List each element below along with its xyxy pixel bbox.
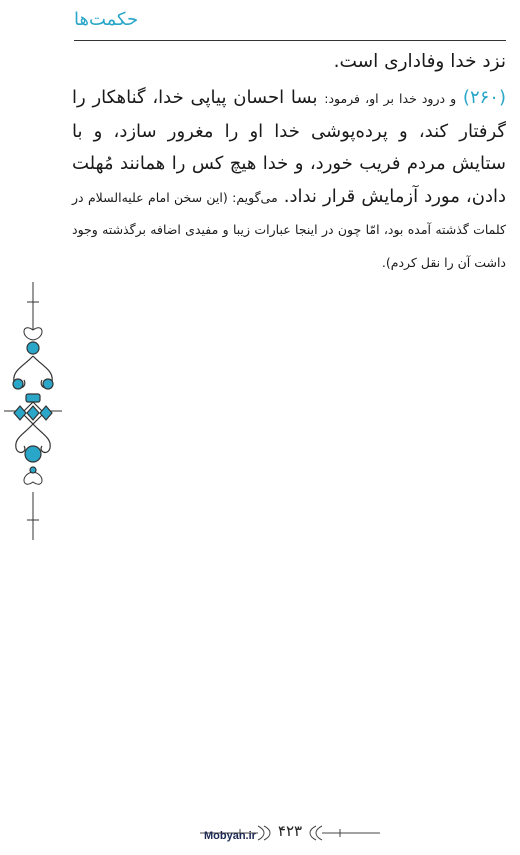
- saying-paragraph: [72, 82, 506, 278]
- ornament-divider-icon: [2, 282, 64, 540]
- saying-intro: و درود خدا بر او، فرمود:: [324, 91, 457, 106]
- site-watermark: Mobyan.ir: [204, 830, 256, 842]
- continued-line: نزد خدا وفاداری است.: [333, 51, 506, 72]
- saying-number: (۲۶۰): [462, 87, 506, 108]
- page-header: [74, 6, 506, 41]
- saying-text: بسا احسان پیاپی خدا، گناهکار را گرفتار کند، و پرده‌پوشی خدا او را مغرور سازد، و با ستایش مردم فریب خورد، و خدا هیچ کس را همانند مُهلت دادن، مورد آزمایش قرار نداد.: [72, 87, 506, 207]
- author-note: می‌گویم: (این سخن امام عليه‌السلام در کلمات گذشته آمده بود، امّا چون در اینجا عبارات زیبا و مفیدی اضافه برگذشته وجود داشت آن را نقل کردم).: [72, 189, 506, 270]
- page-number: ۴۲۳: [277, 822, 303, 840]
- page-content: [72, 46, 506, 278]
- section-title: حکمت‌ها: [74, 9, 139, 30]
